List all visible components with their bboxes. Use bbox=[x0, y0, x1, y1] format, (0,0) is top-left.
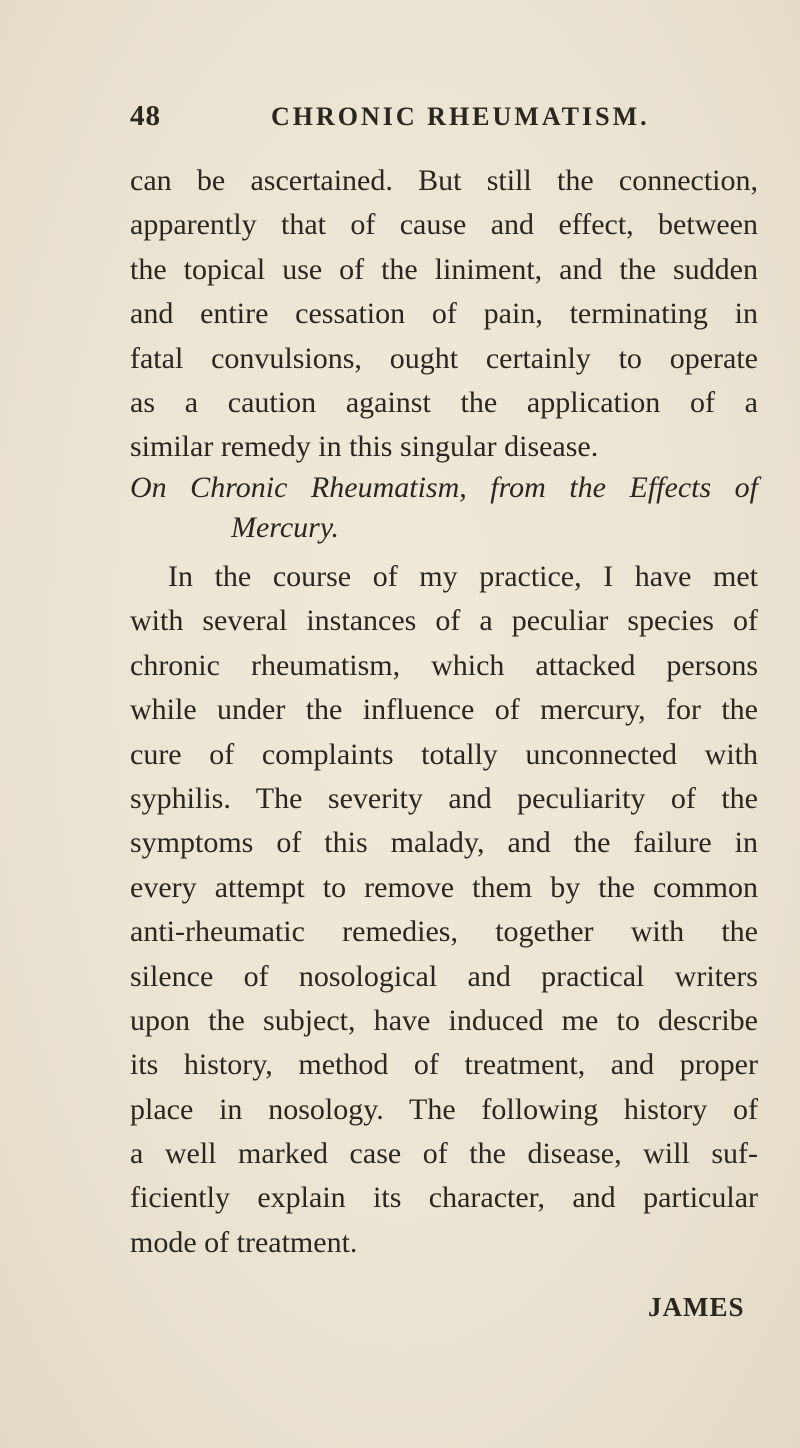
text-line: apparently that of cause and effect, between bbox=[130, 208, 758, 242]
text-line: place in nosology. The following history of bbox=[130, 1092, 758, 1126]
page-number: 48 bbox=[130, 100, 161, 132]
text-line: symptoms of this malady, and the failure in bbox=[130, 826, 758, 860]
text-line: ficiently explain its character, and particular bbox=[130, 1181, 758, 1215]
text-line: a well marked case of the disease, will suf- bbox=[130, 1137, 758, 1171]
text-line: upon the subject, have induced me to describe bbox=[130, 1003, 758, 1037]
section-heading bbox=[130, 468, 758, 548]
text-line: its history, method of treatment, and proper bbox=[130, 1048, 758, 1082]
text-line: while under the influence of mercury, for the bbox=[130, 693, 758, 727]
text-line: silence of nosological and practical writers bbox=[130, 959, 758, 993]
paragraph-1 bbox=[130, 159, 758, 470]
section-heading-line-1: On Chronic Rheumatism, from the Effects of bbox=[130, 471, 758, 504]
paragraph-2 bbox=[130, 555, 758, 1265]
text-line: anti-rheumatic remedies, together with the bbox=[130, 915, 758, 949]
text-line: syphilis. The severity and peculiarity of the bbox=[130, 781, 758, 815]
text-line: can be ascertained. But still the connection, bbox=[130, 164, 758, 197]
text-line: In the course of my practice, I have met bbox=[168, 560, 758, 593]
text-line: the topical use of the liniment, and the sudden bbox=[130, 252, 758, 286]
text-line: with several instances of a peculiar species of bbox=[130, 604, 758, 638]
page-header bbox=[130, 100, 750, 140]
text-line: fatal convulsions, ought certainly to operate bbox=[130, 341, 758, 375]
section-heading-line-2: Mercury. bbox=[231, 511, 340, 544]
text-line: cure of complaints totally unconnected with bbox=[130, 737, 758, 771]
running-title: CHRONIC RHEUMATISM. bbox=[271, 102, 650, 131]
text-line: chronic rheumatism, which attacked persons bbox=[130, 648, 758, 682]
text-line: every attempt to remove them by the common bbox=[130, 870, 758, 904]
text-line: similar remedy in this singular disease. bbox=[130, 430, 599, 464]
catchword: JAMES bbox=[648, 1292, 745, 1322]
text-line: as a caution against the application of a bbox=[130, 385, 758, 419]
text-line: mode of treatment. bbox=[130, 1225, 358, 1259]
text-line: and entire cessation of pain, terminating in bbox=[130, 297, 758, 331]
